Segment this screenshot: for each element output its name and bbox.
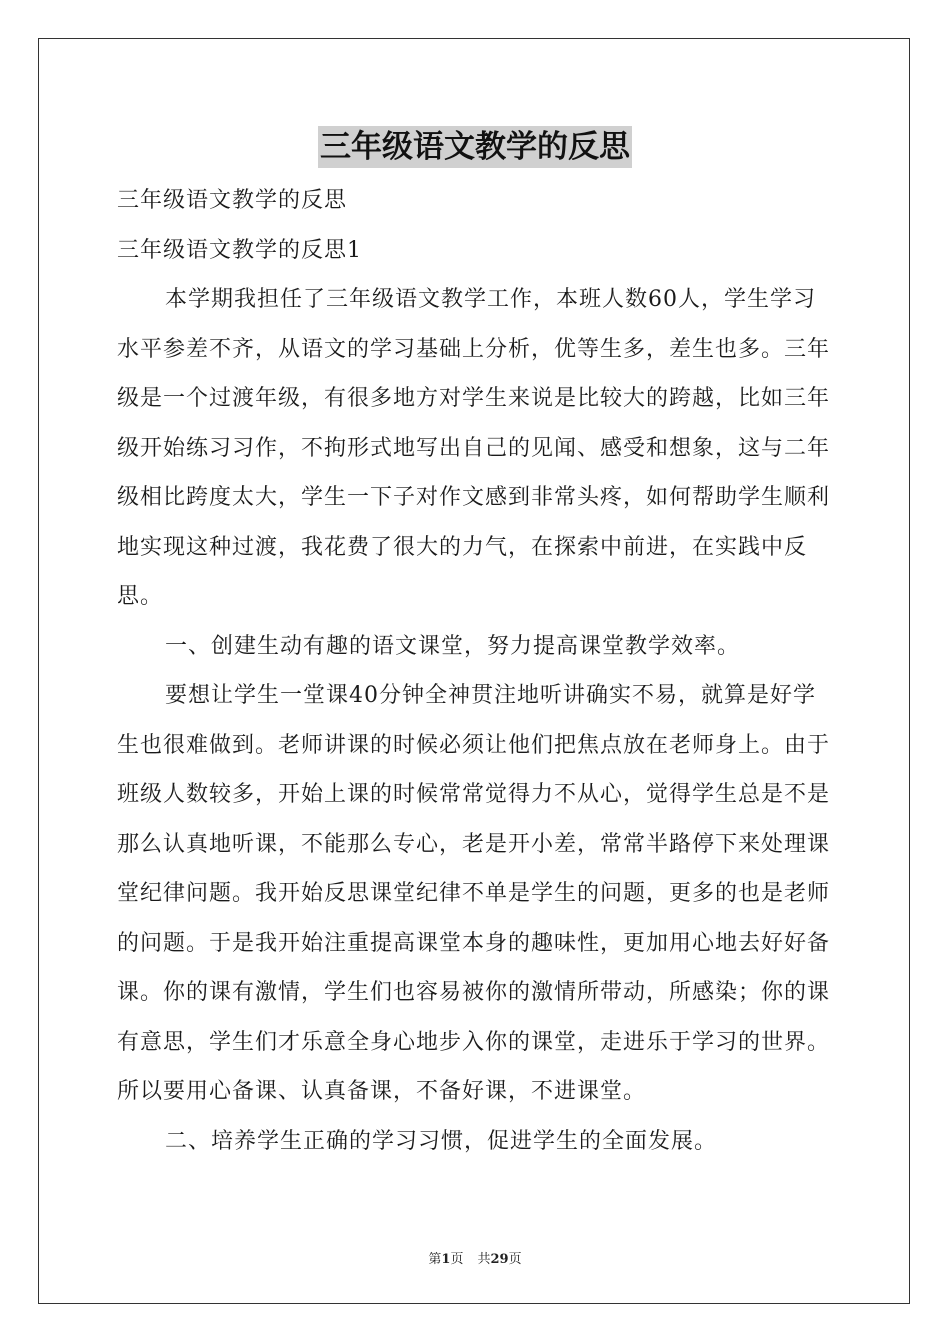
total-suffix: 页: [508, 1252, 522, 1267]
page-suffix: 页: [450, 1252, 464, 1267]
heading-point-one: 一、创建生动有趣的语文课堂，努力提高课堂教学效率。: [165, 633, 741, 659]
paragraph-point-one: 要想让学生一堂课40分钟全神贯注地听讲确实不易，就算是好学生也很难做到。老师讲课的时候必须让他们把焦点放在老师身上。由于班级人数较多，开始上课的时候常常觉得力不从心，觉得学生总是不是那么认真地听课，不能那么专心，老是开小差，常常半路停下来处理课堂纪律问题。我开始反思课堂纪律不单是学生的问题，更多的也是老师的问题。于是我开始注重提高课堂本身的趣味性，更加用心地去好好备课。你的课有激情，学生们也容易被你的激情所带动，所感染；你的课有意思，学生们才乐意全身心地步入你的课堂，走进乐于学习的世界。所以要用心备课、认真备课，不备好课，不进课堂。: [117, 683, 831, 1104]
document-subtitle: 三年级语文教学的反思: [117, 188, 348, 213]
section-heading: 三年级语文教学的反思1: [117, 237, 362, 263]
document-body: [117, 176, 837, 1166]
page-current: 1: [441, 1252, 451, 1267]
paragraph-intro: 本学期我担任了三年级语文教学工作，本班人数60人，学生学习水平参差不齐，从语文的学习基础上分析，优等生多，差生也多。三年级是一个过渡年级，有很多地方对学生来说是比较大的跨越，比如三年级开始练习习作，不拘形式地写出自己的见闻、感受和想象，这与二年级相比跨度太大，学生一下子对作文感到非常头疼，如何帮助学生顺利地实现这种过渡，我花费了很大的力气，在探索中前进，在实践中反思。: [117, 287, 831, 609]
heading-point-two: 二、培养学生正确的学习习惯，促进学生的全面发展。: [165, 1128, 718, 1154]
page-footer: [0, 1248, 950, 1267]
page-total: 29: [490, 1252, 509, 1267]
total-prefix: 共: [477, 1252, 491, 1267]
document-title: 三年级语文教学的反思: [318, 126, 632, 168]
page-prefix: 第: [428, 1252, 442, 1267]
title-container: [0, 126, 950, 168]
